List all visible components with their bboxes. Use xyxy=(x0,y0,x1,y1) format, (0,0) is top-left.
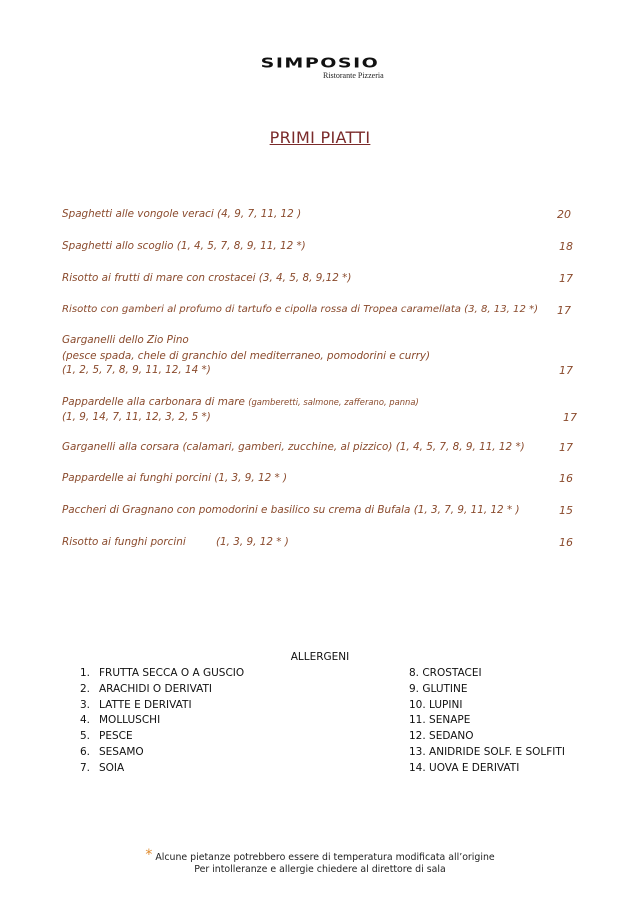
allergen-item: 6. SESAMO xyxy=(80,745,144,758)
allergens-list-right xyxy=(409,666,565,777)
allergen-item: 4. MOLLUSCHI xyxy=(80,714,161,727)
menu-item-name: Spaghetti alle vongole veraci (4, 9, 7, 11, 12 ) xyxy=(62,208,302,220)
allergen-item: 3. LATTE E DERIVATI xyxy=(80,698,192,711)
logo-subtitle: Ristorante Pizzeria xyxy=(323,71,384,80)
menu-item-name: Spaghetti allo scoglio (1, 4, 5, 7, 8, 9, 11, 12 *) xyxy=(62,240,306,252)
menu-item-detail: (gamberetti, salmone, zafferano, panna) xyxy=(248,397,419,407)
footer-note xyxy=(0,847,640,863)
menu-item-price: 15 xyxy=(559,504,573,517)
menu-item-price: 17 xyxy=(559,364,573,377)
menu-item-price: 20 xyxy=(557,208,571,221)
menu-item-name: Garganelli alla corsara (calamari, gamberi, zucchine, al pizzico) (1, 4, 5, 7, 8, 9, 11, 12 *) xyxy=(62,441,525,453)
menu-item-price: 16 xyxy=(559,536,573,549)
menu-item-price: 17 xyxy=(559,272,573,285)
menu-item-price: 16 xyxy=(559,472,573,485)
allergens-list-left xyxy=(80,666,244,777)
menu-item-name: Pappardelle ai funghi porcini (1, 3, 9, 12 * ) xyxy=(62,472,288,484)
menu-item-name xyxy=(62,396,419,408)
allergens-title: ALLERGENI xyxy=(290,651,350,663)
menu-item-price: 17 xyxy=(557,304,571,317)
menu-item-price: 18 xyxy=(559,240,573,253)
allergen-item: 8. CROSTACEI xyxy=(409,667,482,679)
menu-item-name: Risotto ai funghi porcini xyxy=(62,536,186,548)
footer-line-2: Per intolleranze e allergie chiedere al direttore di sala xyxy=(194,864,446,875)
menu-item-price: 17 xyxy=(559,441,573,454)
menu-item-name: Paccheri di Gragnano con pomodorini e basilico su crema di Bufala (1, 3, 7, 9, 11, 12 * ) xyxy=(62,504,520,516)
menu-item-allergens: (1, 9, 14, 7, 11, 12, 3, 2, 5 *) xyxy=(62,411,211,423)
allergen-item: 14. UOVA E DERIVATI xyxy=(409,761,520,774)
menu-item-name: Risotto con gamberi al profumo di tartufo e cipolla rossa di Tropea caramellata (3, 8, 13, 12 *) xyxy=(62,304,539,315)
menu-item-title: Pappardelle alla carbonara di mare xyxy=(62,396,245,408)
page-title: PRIMI PIATTI xyxy=(269,128,371,147)
asterisk-icon: * xyxy=(145,847,153,863)
logo-wordmark: SIMPOSIO xyxy=(260,55,380,72)
restaurant-logo xyxy=(0,54,640,73)
allergen-item: 13. ANIDRIDE SOLF. E SOLFITI xyxy=(409,745,565,758)
footer-line-1: Alcune pietanze potrebbero essere di temperatura modificata all’origine xyxy=(155,852,495,863)
menu-item-allergens: (1, 3, 9, 12 * ) xyxy=(216,536,289,548)
allergen-item: 12. SEDANO xyxy=(409,730,474,743)
allergen-item: 2. ARACHIDI O DERIVATI xyxy=(80,682,212,695)
allergen-item: 5. PESCE xyxy=(80,730,133,743)
allergen-item: 7. SOIA xyxy=(80,761,125,774)
menu-item-price: 17 xyxy=(563,411,577,424)
allergen-item: 10. LUPINI xyxy=(409,698,463,711)
allergen-item: 1. FRUTTA SECCA O A GUSCIO xyxy=(80,667,245,679)
menu-item-name: Garganelli dello Zio Pino xyxy=(62,334,189,346)
menu-item-allergens: (1, 2, 5, 7, 8, 9, 11, 12, 14 *) xyxy=(62,364,211,376)
menu-item-detail: (pesce spada, chele di granchio del mediterraneo, pomodorini e curry) xyxy=(62,350,431,362)
allergen-item: 11. SENAPE xyxy=(409,714,471,727)
allergen-item: 9. GLUTINE xyxy=(409,682,468,695)
menu-item-name: Risotto ai frutti di mare con crostacei (3, 4, 5, 8, 9,12 *) xyxy=(62,272,352,284)
